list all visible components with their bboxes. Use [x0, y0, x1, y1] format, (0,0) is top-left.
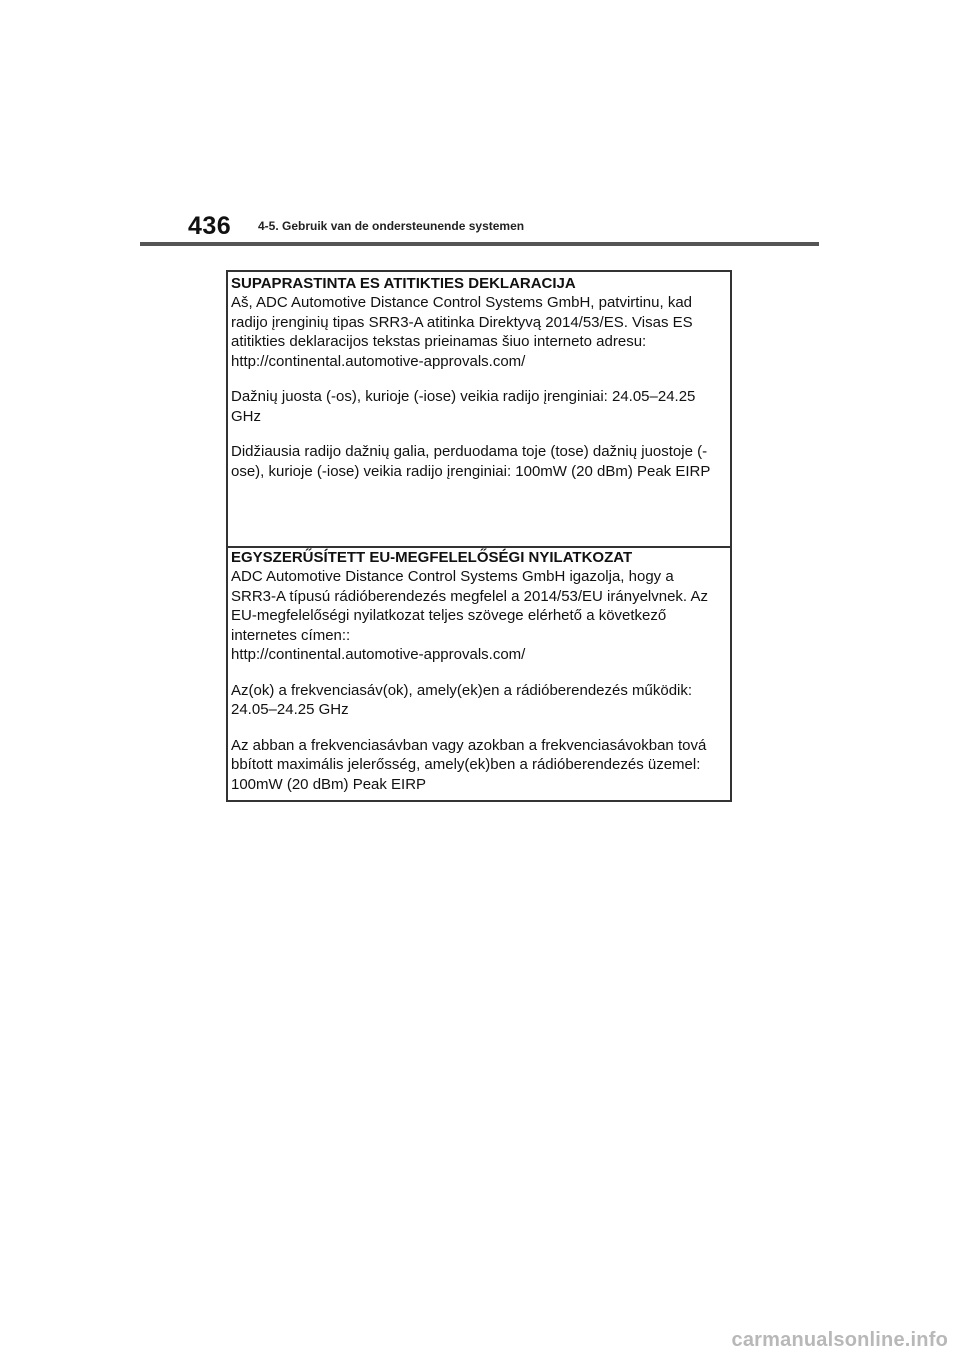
paragraph-gap	[231, 665, 730, 681]
frequency-line: GHz	[231, 407, 261, 425]
power-line: bbított maximális jelerősség, amely(ek)ben a rádióberendezés üzemel:	[231, 756, 701, 773]
frequency-line: 24.05–24.25 GHz	[231, 701, 349, 718]
power-line: Didžiausia radijo dažnių galia, perduodama toje (tose) dažnių juostoje (-	[231, 443, 708, 460]
power-line: Az abban a frekvenciasávban vagy azokban a frekvenciasávokban tová	[231, 736, 707, 754]
page-number: 436	[188, 212, 232, 240]
section-title: 4-5. Gebruik van de ondersteunende systemen	[258, 219, 525, 233]
declaration-lithuanian	[228, 274, 730, 548]
declaration-line: EU-megfelelőségi nyilatkozat teljes szövege elérhető a következő	[231, 607, 667, 624]
frequency-line: Dažnių juosta (-os), kurioje (-iose) veikia radijo įrenginiai: 24.05–24.25	[231, 388, 696, 405]
paragraph-gap	[231, 720, 730, 736]
declaration-line: atitikties deklaracijos tekstas prieinamas šiuo interneto adresu:	[231, 333, 647, 350]
frequency-line: Az(ok) a frekvenciasáv(ok), amely(ek)en a rádióberendezés működik:	[231, 681, 693, 699]
declaration-box	[226, 270, 732, 802]
power-line: ose), kurioje (-iose) veikia radijo įrenginiai: 100mW (20 dBm) Peak EIRP	[231, 462, 711, 480]
header-rule	[140, 242, 819, 246]
paragraph-gap	[231, 371, 730, 387]
declaration-url-lt: http://continental.automotive-approvals.com/	[231, 352, 526, 370]
declaration-line: Aš, ADC Automotive Distance Control Systems GmbH, patvirtinu, kad	[231, 294, 693, 311]
declaration-hungarian	[228, 548, 730, 800]
declaration-url-hu: http://continental.automotive-approvals.com/	[231, 646, 526, 663]
declaration-title-lt: SUPAPRASTINTA ES ATITIKTIES DEKLARACIJA	[231, 275, 576, 292]
paragraph-gap	[231, 426, 730, 442]
declaration-title-hu: EGYSZERŰSÍTETT EU-MEGFELELŐSÉGI NYILATKOZAT	[231, 549, 633, 566]
declaration-line: ADC Automotive Distance Control Systems GmbH igazolja, hogy a	[231, 568, 674, 585]
power-line: 100mW (20 dBm) Peak EIRP	[231, 775, 427, 793]
declaration-line: radijo įrenginių tipas SRR3-A atitinka Direktyvą 2014/53/ES. Visas ES	[231, 313, 693, 331]
declaration-line: internetes címen::	[231, 626, 351, 644]
declaration-line: SRR3-A típusú rádióberendezés megfelel a 2014/53/EU irányelvnek. Az	[231, 587, 708, 605]
footer-watermark: carmanualsonline.info	[731, 1329, 948, 1351]
page-header	[0, 0, 960, 250]
